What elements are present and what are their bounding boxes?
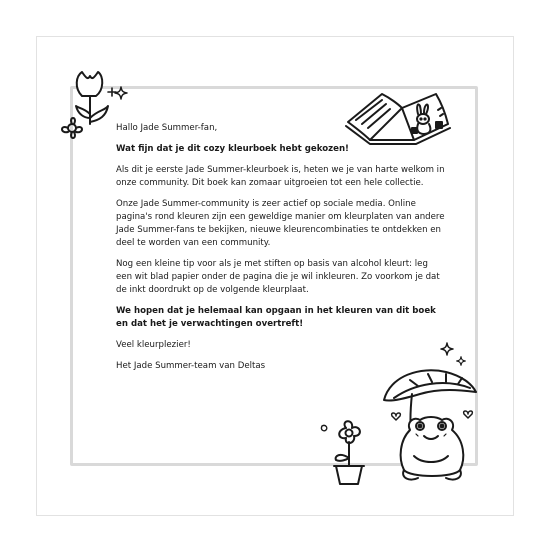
paragraph-community: Onze Jade Summer-community is zeer actief op sociale media. Online pagina's rond kleuren zijn een geweldige manier om kleurplaten van andere Jade Summer-fans te bekijken, nieuwe kleurencombinaties te ontdekken en deel te worden van een community. [116, 199, 445, 248]
greeting: Hallo Jade Summer-fan, [116, 123, 218, 133]
signature-line: Het Jade Summer-team van Deltas [116, 361, 266, 371]
sparkle-icon [114, 86, 128, 100]
flower-pot-icon [316, 418, 376, 490]
paragraph-welcome: Als dit je eerste Jade Summer-kleurboek is, heten we je van harte welkom in onze community. Dit boek kan zomaar uitgroeien tot een hele collectie. [116, 165, 445, 188]
paragraph-hope: We hopen dat je helemaal kan opgaan in het kleuren van dit boek en dat het je verwachtingen overtreft! [116, 306, 436, 329]
closing-line: Veel kleurplezier! [116, 340, 191, 350]
intro-line: Wat fijn dat je dit cozy kleurboek hebt gekozen! [116, 144, 349, 154]
open-book-with-bunny-icon [342, 84, 454, 154]
tulip-and-flower-icon [56, 66, 126, 146]
welcome-letter [116, 122, 446, 381]
paragraph-tip: Nog een kleine tip voor als je met stiften op basis van alcohol kleurt: leg een wit blad papier onder de pagina die je wil inkleuren. Zo voorkom je dat de inkt doordrukt op de volgende kleurplaat. [116, 259, 440, 295]
frog-with-leaf-umbrella-icon [380, 360, 490, 490]
sparkle-icon [440, 342, 454, 356]
